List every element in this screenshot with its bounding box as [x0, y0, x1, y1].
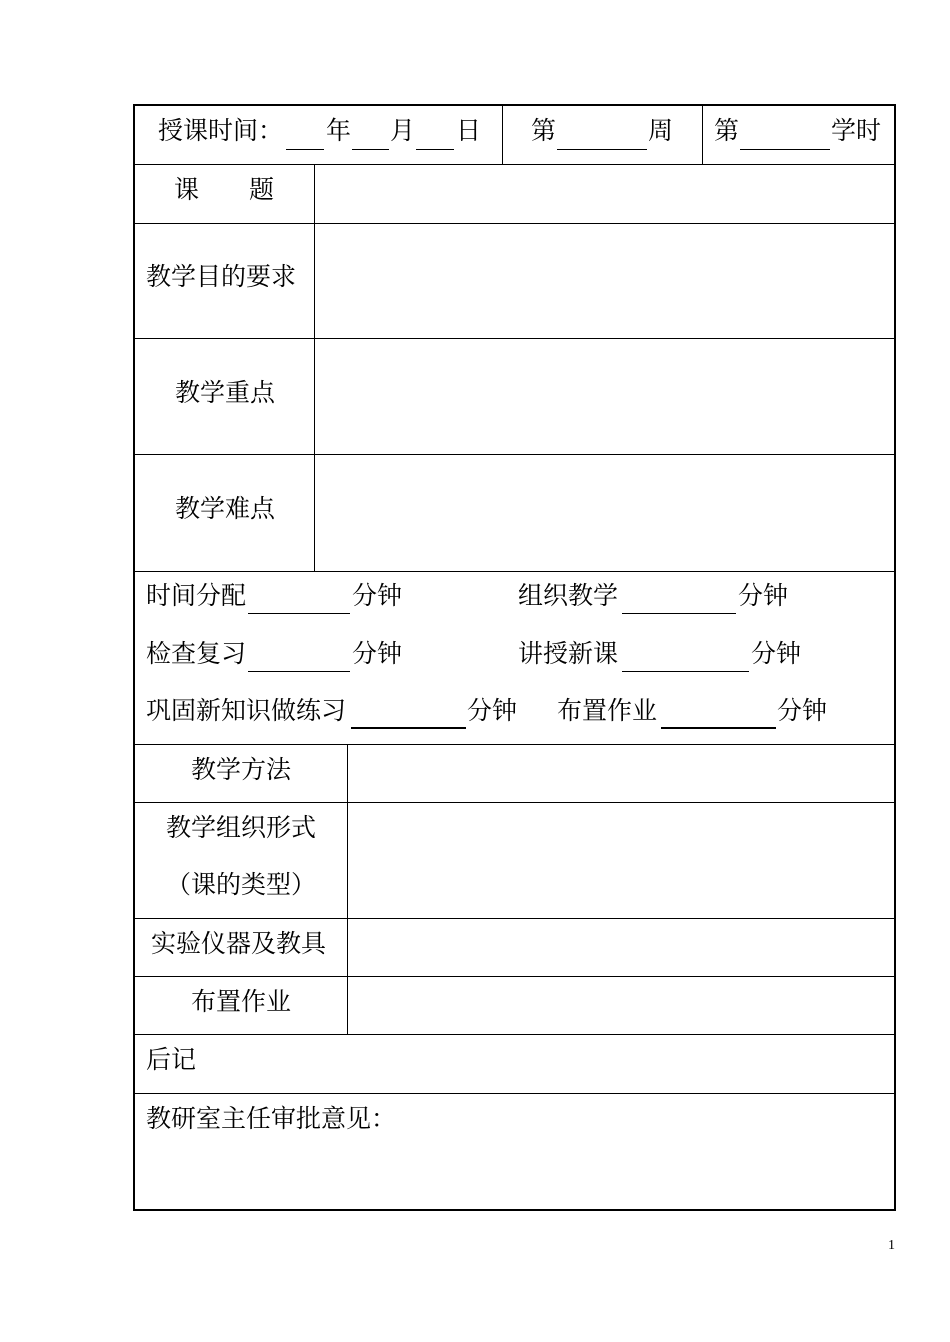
- organize-label: 组织教学: [518, 581, 619, 610]
- column-divider: [347, 744, 348, 1034]
- homework-field[interactable]: [349, 978, 893, 1033]
- method-label: 教学方法: [191, 755, 292, 784]
- new-lesson-blank[interactable]: [622, 671, 749, 672]
- column-divider: [314, 164, 315, 571]
- hour-blank[interactable]: [740, 149, 830, 150]
- hour-prefix: 第: [714, 116, 740, 145]
- hour-suffix: 学时: [831, 116, 882, 145]
- new-lesson-label: 讲授新课: [518, 639, 619, 668]
- difficulties-label: 教学难点: [175, 494, 276, 523]
- approval-field[interactable]: [136, 1140, 893, 1208]
- difficulties-field[interactable]: [316, 456, 893, 570]
- review-blank[interactable]: [248, 671, 350, 672]
- form-label-line2: （课的类型）: [166, 870, 317, 899]
- postscript-label: 后记: [146, 1045, 197, 1074]
- organize-blank[interactable]: [622, 613, 736, 614]
- minutes-unit: 分钟: [352, 581, 403, 610]
- topic-field[interactable]: [316, 166, 893, 222]
- year-label: 年: [326, 116, 352, 145]
- minutes-unit: 分钟: [352, 639, 403, 668]
- week-blank[interactable]: [557, 149, 647, 150]
- form-field[interactable]: [349, 804, 893, 917]
- equipment-label: 实验仪器及教具: [151, 929, 327, 958]
- form-label-line1: 教学组织形式: [166, 813, 317, 842]
- row-divider: [133, 223, 896, 224]
- practice-blank[interactable]: [351, 727, 466, 729]
- minutes-unit: 分钟: [467, 696, 518, 725]
- key-points-field[interactable]: [316, 340, 893, 453]
- row-divider: [133, 976, 896, 977]
- row-divider: [133, 1093, 896, 1094]
- time-allocation-blank[interactable]: [248, 613, 350, 614]
- row-divider: [133, 454, 896, 455]
- homework-label: 布置作业: [191, 987, 292, 1016]
- column-divider: [702, 104, 703, 164]
- objectives-label: 教学目的要求: [146, 262, 297, 291]
- date-label: 授课时间：: [158, 116, 284, 145]
- week-prefix: 第: [531, 116, 557, 145]
- row-divider: [133, 744, 896, 745]
- homework-time-blank[interactable]: [661, 727, 776, 729]
- day-label: 日: [456, 116, 482, 145]
- objectives-field[interactable]: [316, 225, 893, 337]
- topic-label: 课 题: [174, 175, 275, 204]
- week-suffix: 周: [648, 116, 674, 145]
- approval-label: 教研室主任审批意见：: [146, 1104, 397, 1133]
- row-divider: [133, 571, 896, 572]
- row-divider: [133, 802, 896, 803]
- row-divider: [133, 338, 896, 339]
- practice-label: 巩固新知识做练习: [146, 696, 347, 725]
- row-divider: [133, 918, 896, 919]
- method-field[interactable]: [349, 746, 893, 801]
- equipment-field[interactable]: [349, 920, 893, 975]
- day-blank[interactable]: [416, 149, 454, 150]
- year-blank[interactable]: [286, 149, 324, 150]
- column-divider: [502, 104, 503, 164]
- page-number: 1: [888, 1238, 895, 1253]
- homework-time-label: 布置作业: [557, 696, 658, 725]
- row-divider: [133, 1034, 896, 1035]
- minutes-unit: 分钟: [777, 696, 828, 725]
- time-allocation-label: 时间分配: [146, 581, 247, 610]
- minutes-unit: 分钟: [751, 639, 802, 668]
- row-divider: [133, 164, 896, 165]
- postscript-field[interactable]: [200, 1036, 893, 1092]
- key-points-label: 教学重点: [175, 378, 276, 407]
- month-label: 月: [390, 116, 416, 145]
- month-blank[interactable]: [352, 149, 389, 150]
- review-label: 检查复习: [146, 639, 247, 668]
- minutes-unit: 分钟: [738, 581, 789, 610]
